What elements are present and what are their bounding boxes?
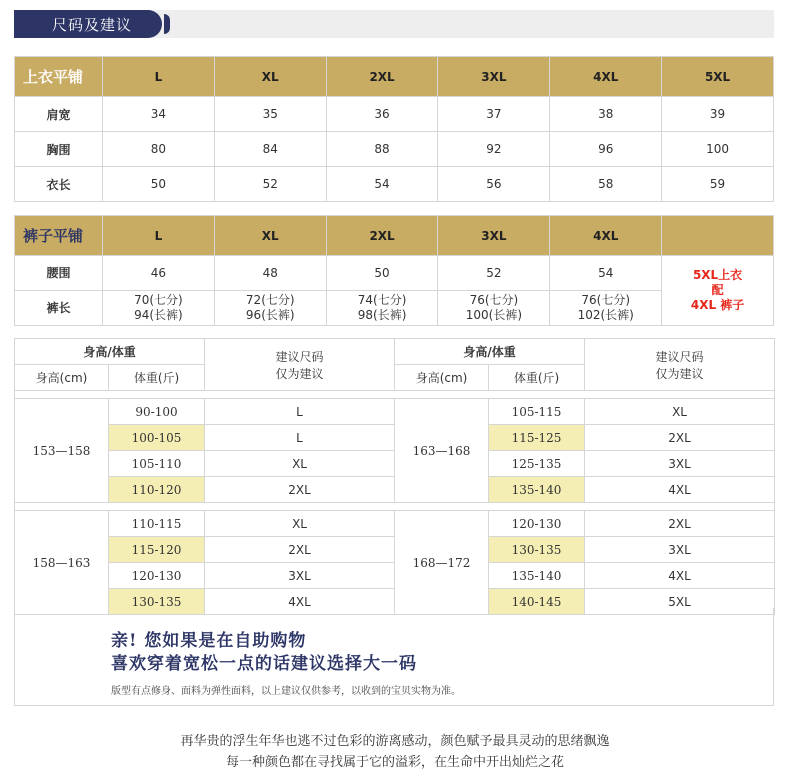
size-cell: 2XL <box>585 425 775 451</box>
size-header: 5XL <box>662 57 774 97</box>
height-header: 身高(cm) <box>15 365 109 391</box>
table-cell <box>438 291 550 326</box>
size-header: 2XL <box>326 216 438 256</box>
weight-cell: 135-140 <box>489 477 585 503</box>
weight-cell: 120-130 <box>489 511 585 537</box>
row-label: 衣长 <box>15 167 103 202</box>
size-cell: L <box>205 399 395 425</box>
table-cell: 36 <box>326 97 438 132</box>
table-cell: 59 <box>662 167 774 202</box>
table-cell: 80 <box>103 132 215 167</box>
weight-cell: 130-135 <box>109 589 205 615</box>
size-cell: 2XL <box>205 537 395 563</box>
cell-line: 100(长裤) <box>465 308 523 322</box>
table-cell <box>103 291 215 326</box>
table-cell: 38 <box>550 97 662 132</box>
size-cell: 3XL <box>585 537 775 563</box>
size-cell: 4XL <box>585 563 775 589</box>
advice-header <box>205 339 395 391</box>
group-header: 身高/体重 <box>395 339 585 365</box>
cell-line: 102(长裤) <box>577 308 634 322</box>
weight-cell: 115-125 <box>489 425 585 451</box>
table-cell: 50 <box>103 167 215 202</box>
table-row <box>15 97 774 132</box>
table-cell: 48 <box>214 256 326 291</box>
size-header: L <box>103 57 215 97</box>
weight-cell: 140-145 <box>489 589 585 615</box>
table-cell: 54 <box>550 256 662 291</box>
weight-cell: 135-140 <box>489 563 585 589</box>
table-row <box>15 167 774 202</box>
table-cell <box>326 291 438 326</box>
size-cell: 5XL <box>585 589 775 615</box>
table-cell: 100 <box>662 132 774 167</box>
table-row <box>15 132 774 167</box>
table-cell: 84 <box>214 132 326 167</box>
notice-disclaimer: 版型有点修身、面料为弹性面料，以上建议仅供参考，以收到的宝贝实物为准。 <box>111 686 461 697</box>
table-cell: 54 <box>326 167 438 202</box>
size-header: 3XL <box>438 57 550 97</box>
advice-line: 仅为建议 <box>655 366 704 381</box>
size-cell: 3XL <box>585 451 775 477</box>
section-title: 尺码及建议 <box>52 16 133 34</box>
table-cell: 37 <box>438 97 550 132</box>
row-label: 裤长 <box>15 291 103 326</box>
size-header: 4XL <box>550 216 662 256</box>
table-cell: 96 <box>550 132 662 167</box>
pants-size-table <box>14 215 774 326</box>
notice-box <box>14 608 774 706</box>
cell-line: 76(七分) <box>581 293 631 307</box>
table-cell: 88 <box>326 132 438 167</box>
height-header: 身高(cm) <box>395 365 489 391</box>
table-cell: 58 <box>550 167 662 202</box>
table-cell: 34 <box>103 97 215 132</box>
advice-line: 仅为建议 <box>275 366 324 381</box>
cell-line: 96(长裤) <box>245 308 295 322</box>
height-range: 153—158 <box>15 399 109 503</box>
table-cell <box>550 291 662 326</box>
note-line: 配 <box>711 283 724 297</box>
weight-cell: 130-135 <box>489 537 585 563</box>
cell-line: 98(长裤) <box>357 308 407 322</box>
notice-headline: 喜欢穿着宽松一点的话建议选择大一码 <box>111 654 417 674</box>
cell-line: 74(七分) <box>357 293 407 307</box>
size-header: 2XL <box>326 57 438 97</box>
notice-headline: 亲! 您如果是在自助购物 <box>111 631 307 651</box>
advice-line: 建议尺码 <box>275 349 324 364</box>
weight-cell: 110-115 <box>109 511 205 537</box>
weight-cell: 125-135 <box>489 451 585 477</box>
table-row <box>15 399 775 425</box>
cell-line: 76(七分) <box>469 293 519 307</box>
table-cell: 52 <box>438 256 550 291</box>
table-row <box>15 291 774 326</box>
weight-cell: 100-105 <box>109 425 205 451</box>
table-row <box>15 511 775 537</box>
cell-line: 70(七分) <box>134 293 183 307</box>
size-cell: 4XL <box>585 477 775 503</box>
advice-header <box>585 339 775 391</box>
footer-slogan: 每一种颜色都在寻找属于它的溢彩，在生命中开出灿烂之花 <box>225 755 564 770</box>
size-header: XL <box>214 57 326 97</box>
size-header: 3XL <box>438 216 550 256</box>
size-cell: 3XL <box>205 563 395 589</box>
size-cell: XL <box>585 399 775 425</box>
size-header: 4XL <box>550 57 662 97</box>
size-cell: 2XL <box>205 477 395 503</box>
advice-line: 建议尺码 <box>655 349 704 364</box>
spacer-row <box>15 391 775 399</box>
cell-line: 72(七分) <box>245 293 295 307</box>
size-header-empty <box>662 216 774 256</box>
row-label: 腰围 <box>15 256 103 291</box>
table-cell: 52 <box>214 167 326 202</box>
weight-cell: 90-100 <box>109 399 205 425</box>
spacer-row <box>15 503 775 511</box>
cell-line: 94(长裤) <box>134 308 183 322</box>
top-size-table <box>14 56 774 202</box>
height-range: 158—163 <box>15 511 109 615</box>
size-cell: L <box>205 425 395 451</box>
weight-cell: 110-120 <box>109 477 205 503</box>
top-header-row <box>15 57 774 97</box>
pants-header-row <box>15 216 774 256</box>
size-header: L <box>103 216 215 256</box>
weight-header: 体重(斤) <box>489 365 585 391</box>
weight-header: 体重(斤) <box>109 365 205 391</box>
table-cell <box>214 291 326 326</box>
weight-cell: 115-120 <box>109 537 205 563</box>
recommendation-table <box>14 338 775 615</box>
table-row <box>15 256 774 291</box>
size-cell: 4XL <box>205 589 395 615</box>
footer-slogan: 再华贵的浮生年华也逃不过色彩的游离感动，颜色赋予最具灵动的思绪飘逸 <box>180 734 610 749</box>
table-cell: 56 <box>438 167 550 202</box>
set-note <box>662 256 774 326</box>
pants-table-lead: 裤子平铺 <box>15 216 103 256</box>
row-label: 肩宽 <box>15 97 103 132</box>
size-cell: 2XL <box>585 511 775 537</box>
table-cell: 46 <box>103 256 215 291</box>
table-cell: 39 <box>662 97 774 132</box>
size-cell: XL <box>205 451 395 477</box>
group-header: 身高/体重 <box>15 339 205 365</box>
rec-header-row <box>15 339 775 365</box>
section-banner <box>14 10 774 38</box>
top-table-lead: 上衣平铺 <box>15 57 103 97</box>
size-header: XL <box>214 216 326 256</box>
note-line: 4XL 裤子 <box>690 298 745 312</box>
height-range: 168—172 <box>395 511 489 615</box>
table-cell: 35 <box>214 97 326 132</box>
table-cell: 92 <box>438 132 550 167</box>
height-range: 163—168 <box>395 399 489 503</box>
weight-cell: 120-130 <box>109 563 205 589</box>
weight-cell: 105-110 <box>109 451 205 477</box>
table-cell: 50 <box>326 256 438 291</box>
note-line: 5XL上衣 <box>692 268 743 282</box>
row-label: 胸围 <box>15 132 103 167</box>
weight-cell: 105-115 <box>489 399 585 425</box>
size-cell: XL <box>205 511 395 537</box>
